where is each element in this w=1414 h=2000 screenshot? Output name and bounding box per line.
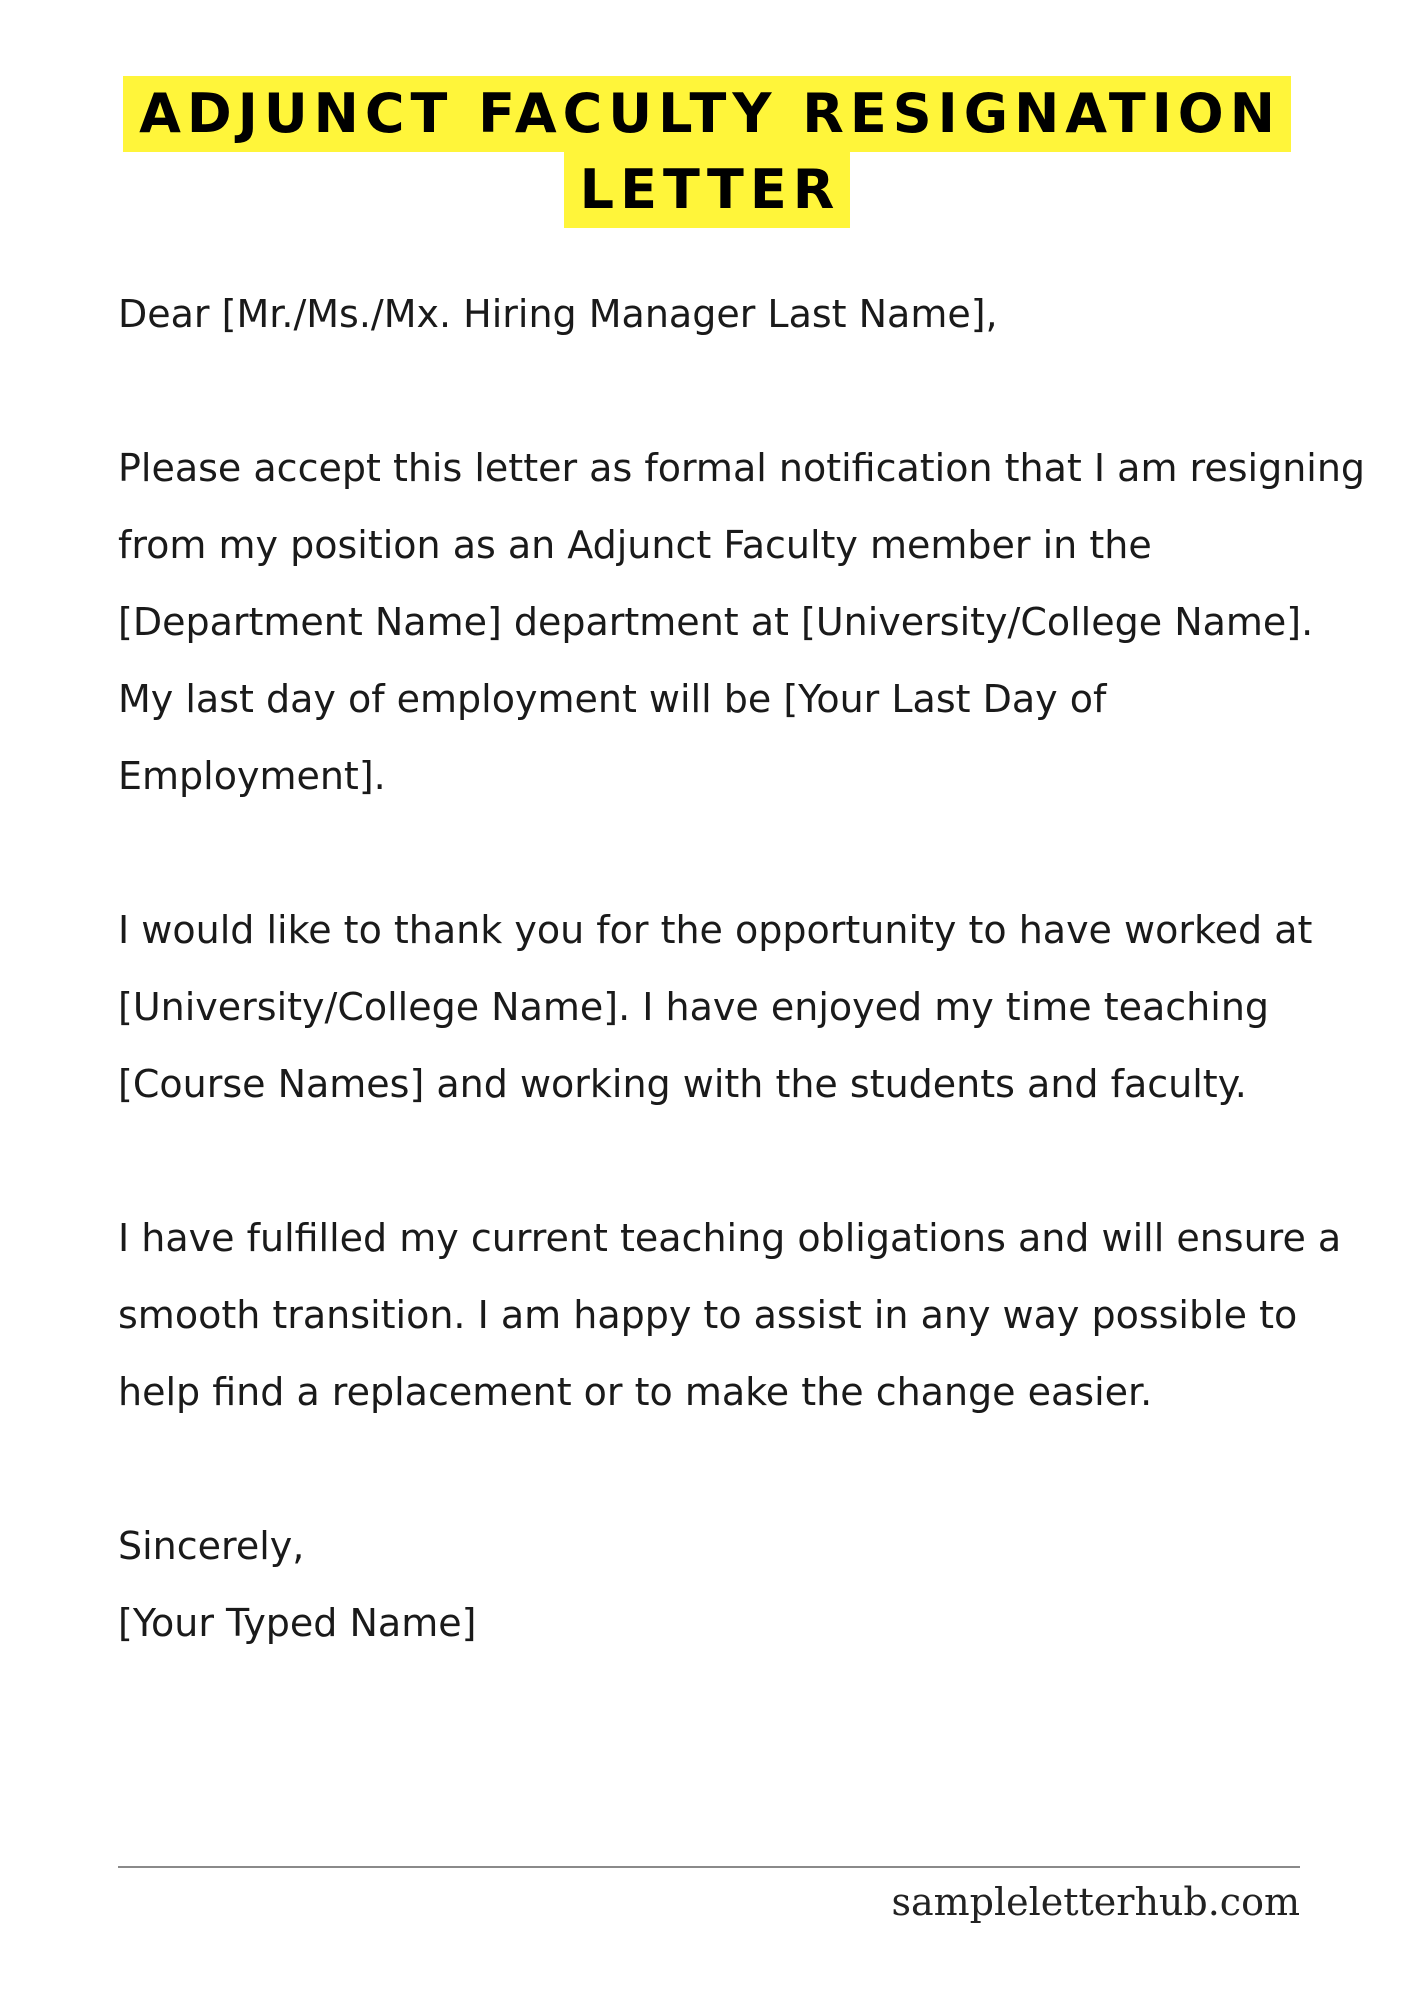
title-line-1: ADJUNCT FACULTY RESIGNATION <box>123 76 1291 152</box>
letter-body <box>118 276 1368 1662</box>
paragraph-transition: I have fulfilled my current teaching obligations and will ensure a smooth transition. I am happy to assist in any way possible to help find a replacement or to make the change easier. <box>118 1216 1342 1414</box>
letter-title <box>60 76 1354 228</box>
closing: Sincerely, <box>118 1524 305 1568</box>
paragraph-thanks: I would like to thank you for the opportunity to have worked at [University/College Name]. I have enjoyed my time teaching [Course Names] and working with the students and faculty. <box>118 908 1313 1106</box>
signature: [Your Typed Name] <box>118 1601 477 1645</box>
title-line-2: LETTER <box>564 152 851 228</box>
paragraph-notification: Please accept this letter as formal notification that I am resigning from my position as an Adjunct Faculty member in the [Department Name] department at [University/College Name]. My last day of employment will be [Your Last Day of Employment]. <box>118 446 1366 798</box>
website-link[interactable]: sampleletterhub.com <box>891 1880 1300 1924</box>
salutation: Dear [Mr./Ms./Mx. Hiring Manager Last Name], <box>118 292 998 336</box>
footer-divider <box>118 1866 1300 1868</box>
